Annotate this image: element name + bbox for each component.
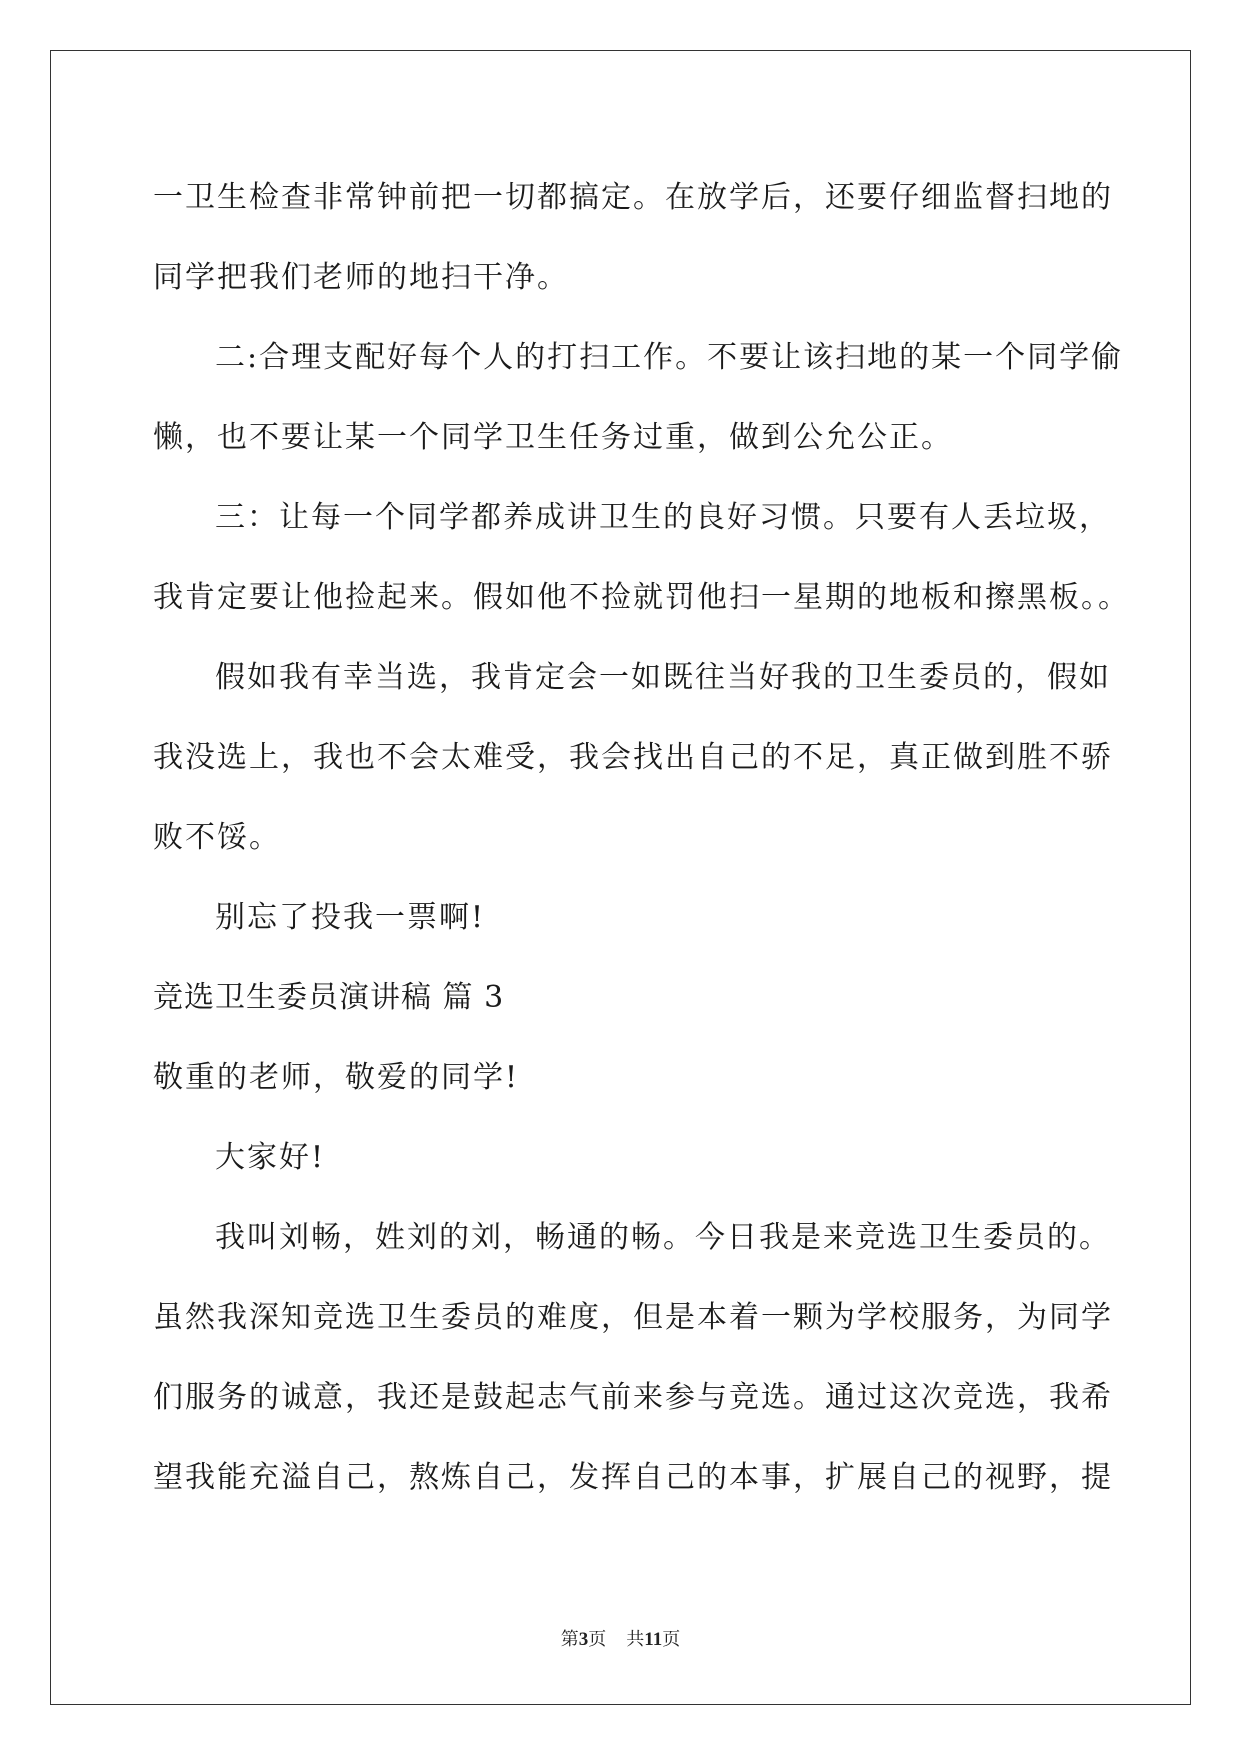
text-line: 二:合理支配好每个人的打扫工作。不要让该扫地的某一个同学偷 [215, 340, 1124, 375]
section-heading: 竞选卫生委员演讲稿 篇 3 [153, 980, 505, 1015]
page-suffix: 页 [588, 1629, 607, 1650]
text-line: 我没选上，我也不会太难受，我会找出自己的不足，真正做到胜不骄 [153, 740, 1113, 775]
total-suffix: 页 [662, 1629, 681, 1650]
text-line: 败不馁。 [153, 820, 281, 855]
salutation-line: 敬重的老师，敬爱的同学! [153, 1060, 520, 1095]
text-line: 我叫刘畅，姓刘的刘，畅通的畅。今日我是来竞选卫生委员的。 [215, 1220, 1111, 1255]
document-body [153, 158, 1130, 1518]
text-line: 一卫生检查非常钟前把一切都搞定。在放学后，还要仔细监督扫地的 [153, 180, 1113, 215]
page-prefix: 第 [560, 1629, 579, 1650]
text-line: 望我能充溢自己，熬炼自己，发挥自己的本事，扩展自己的视野，提 [153, 1460, 1113, 1495]
text-line: 别忘了投我一票啊! [215, 900, 486, 935]
text-line: 同学把我们老师的地扫干净。 [153, 260, 569, 295]
text-line: 三：让每一个同学都养成讲卫生的良好习惯。只要有人丢垃圾， [215, 500, 1111, 535]
text-line: 我肯定要让他捡起来。假如他不捡就罚他扫一星期的地板和擦黑板。。 [153, 580, 1130, 615]
page-current-number: 3 [578, 1629, 589, 1650]
text-line: 懒，也不要让某一个同学卫生任务过重，做到公允公正。 [153, 420, 953, 455]
text-line: 假如我有幸当选，我肯定会一如既往当好我的卫生委员的，假如 [215, 660, 1111, 695]
page-total-number: 11 [644, 1629, 663, 1650]
text-line: 虽然我深知竞选卫生委员的难度，但是本着一颗为学校服务，为同学 [153, 1300, 1113, 1335]
greeting-line: 大家好! [215, 1140, 326, 1175]
total-prefix: 共 [626, 1629, 645, 1650]
page-footer [0, 1628, 1241, 1652]
text-line: 们服务的诚意，我还是鼓起志气前来参与竞选。通过这次竞选，我希 [153, 1380, 1113, 1415]
